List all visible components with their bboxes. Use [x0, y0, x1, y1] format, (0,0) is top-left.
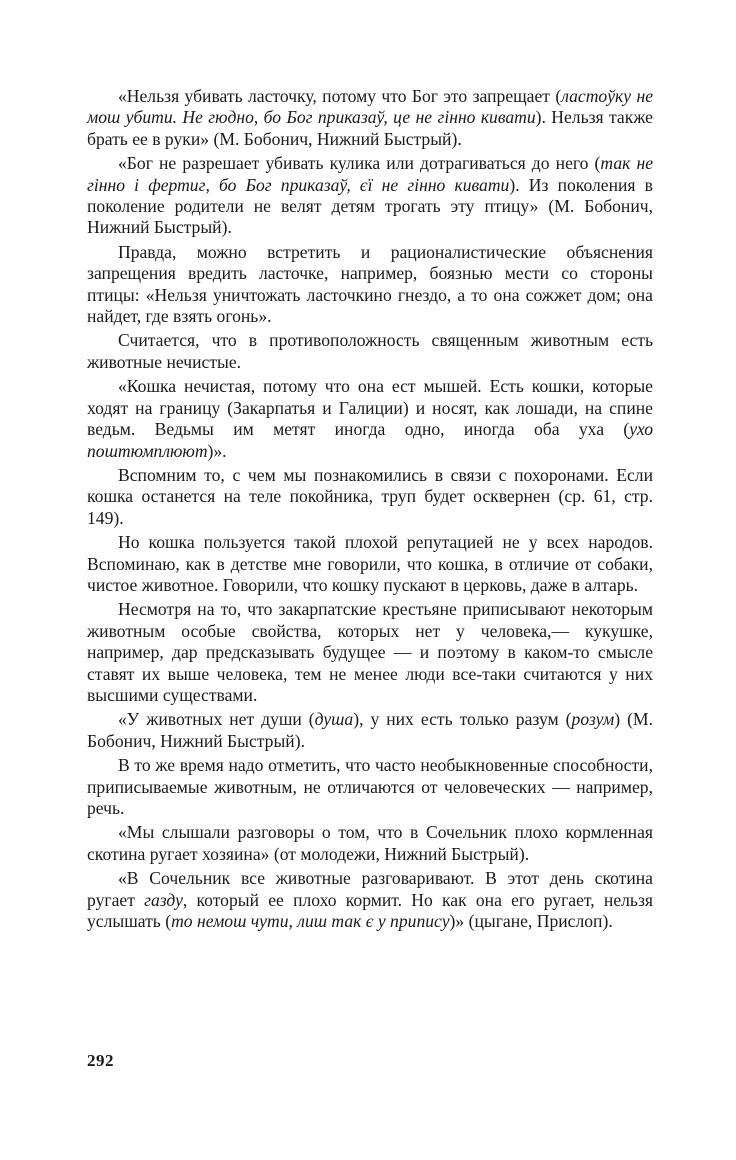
paragraph — [87, 755, 653, 819]
text-run: Но кошка пользуется такой плохой репутацией не у всех народов. Вспоминаю, как в детстве мне говорили, что кошка, в отличие от собаки, чистое животное. Говорили, что кошку пускают в церковь, даже в алтарь. — [87, 532, 653, 595]
text-run: «Нельзя убивать ласточку, потому что Бог это запрещает ( — [118, 86, 562, 106]
text-run: )» (цыгане, Прислоп). — [449, 911, 613, 932]
text-run: «Мы слышали разговоры о том, что в Сочельник плохо кормленная скотина ругает хозяина» (от молодежи, Нижний Быстрый). — [87, 822, 653, 864]
paragraph — [87, 330, 653, 373]
text-run: ). Из поколения в поколение родители не велят детям трогать эту птицу» (М. Бобонич, Нижний Быстрый). — [87, 174, 653, 238]
paragraph — [87, 86, 653, 150]
text-run: Вспомним то, с чем мы познакомились в связи с похоронами. Если кошка останется на теле покойника, труп будет осквернен (ср. 61, стр. 149). — [87, 464, 653, 528]
text-run: В то же время надо отметить, что часто необыкновенные способности, приписываемые животным, не отличаются от человеческих — например, речь. — [87, 755, 653, 818]
paragraph — [87, 532, 653, 596]
paragraph — [87, 465, 653, 529]
italic-quote: розум — [571, 709, 615, 730]
paragraph — [87, 599, 653, 706]
text-run: )». — [207, 440, 227, 461]
body-text — [87, 86, 653, 935]
text-run: ), у них есть только разум ( — [353, 709, 572, 730]
italic-quote: то немош чути, лиш так є у припису — [171, 911, 450, 932]
italic-quote: ластоўку не мош убити. Не гюдно, бо Бог приказаў, це не гінно кивати — [87, 86, 654, 128]
italic-quote: так не гінно і фертиг, бо Бог приказаў, єї не гінно кивати — [87, 153, 654, 195]
paragraph — [87, 709, 653, 752]
text-run: Несмотря на то, что закарпатские крестьяне приписывают некоторым животным особые свойства, которых нет у человека,— кукушке, например, дар предсказывать будущее — и поэтому в каком-то смысле ставят их выше человека, тем не менее люди все-таки считаются у них высшими существами. — [87, 599, 653, 705]
text-run: «У животных нет души ( — [118, 709, 315, 730]
text-run: «В Сочельник все животные разговаривают. В этот день скотина ругает — [87, 868, 653, 910]
paragraph — [87, 868, 653, 932]
page-number: 292 — [87, 1051, 114, 1070]
paragraph — [87, 376, 653, 462]
text-run: ) (М. Бобонич, Нижний Быстрый). — [87, 709, 653, 751]
text-run: Считается, что в противоположность священным животным есть животные нечистые. — [87, 330, 653, 372]
paragraph — [87, 822, 653, 865]
text-run: «Кошка нечистая, потому что она ест мышей. Есть кошки, которые ходят на границу (Закарпатья и Галиции) и носят, как лошади, на спине ведьм. Ведьмы им метят иногда одно, иногда оба уха ( — [87, 376, 653, 440]
text-run: «Бог не разрешает убивать кулика или дотрагиваться до него ( — [118, 153, 601, 174]
text-run: Правда, можно встретить и рационалистические объяснения запрещения вредить ласточке, например, боязнью мести со стороны птицы: «Нельзя уничтожать ласточкино гнездо, а то она сожжет дом; она найдет, где взять огонь». — [87, 241, 653, 327]
italic-quote: душа — [314, 709, 354, 730]
text-run: ). Нельзя также брать ее в руки» (М. Бобонич, Нижний Быстрый). — [87, 107, 653, 149]
paragraph — [87, 242, 653, 328]
paragraph — [87, 153, 653, 239]
italic-quote: газду — [144, 889, 183, 910]
text-run: , который ее плохо кормит. Но как она его ругает, нельзя услышать ( — [87, 889, 653, 932]
italic-quote: ухо поштюмплюют — [87, 419, 653, 461]
